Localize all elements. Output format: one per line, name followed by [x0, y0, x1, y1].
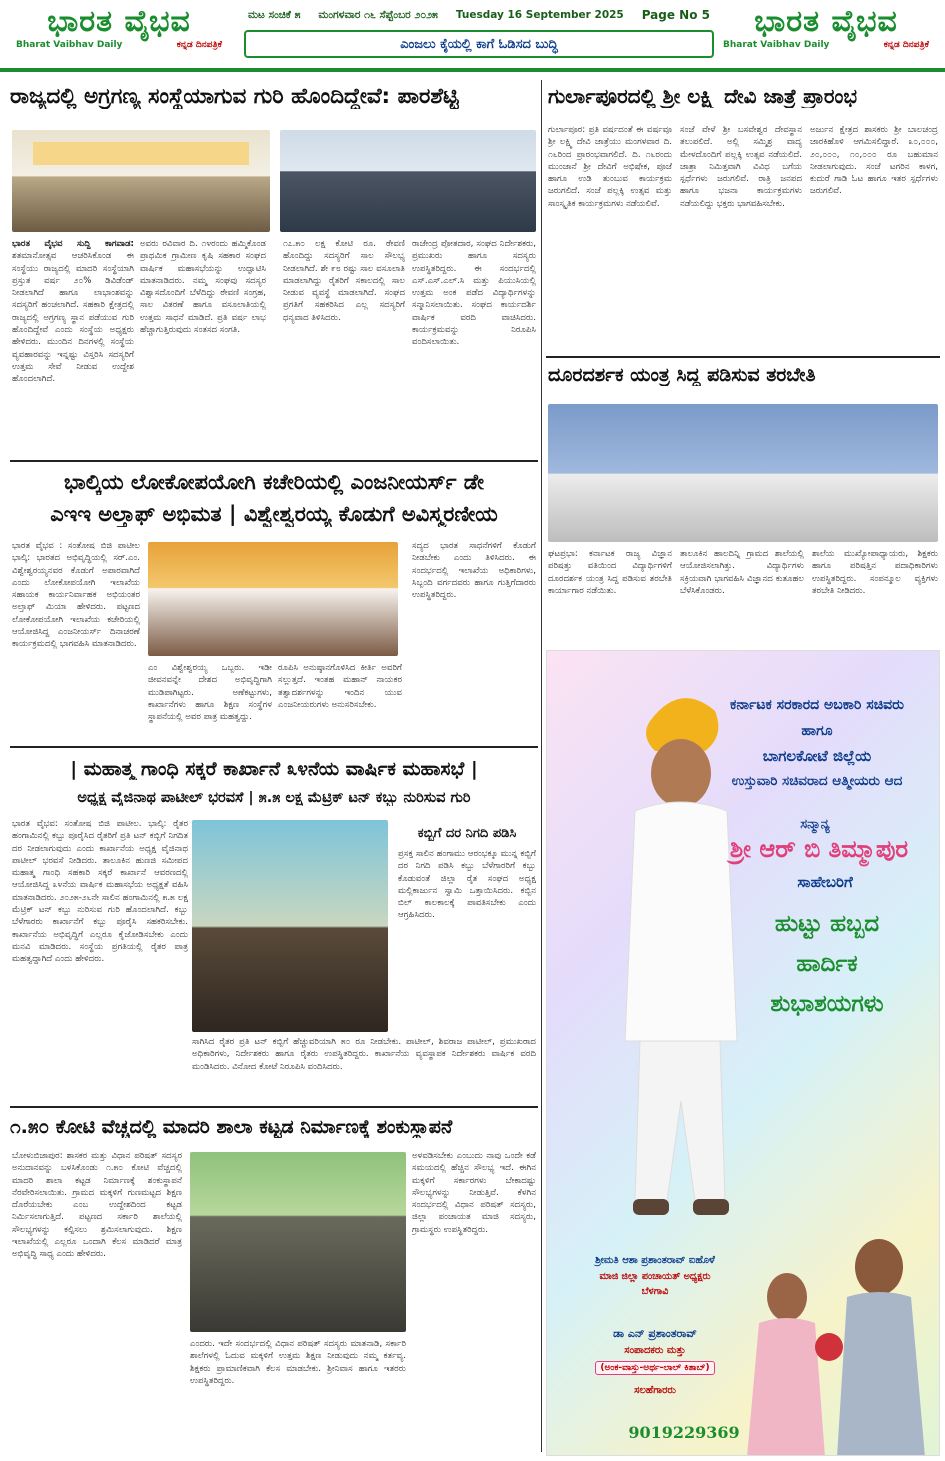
volume-issue: ಮಟ ಸಂಚಿಕೆ ೫ — [248, 8, 301, 21]
ad-wish3: ಶುಭಾಶಯಗಳು — [770, 991, 884, 1017]
dateline-a1: ಭಾರತ ವೈಭವ ಸುದ್ದಿ ಕಾಗವಾಡ: — [12, 239, 134, 249]
article-a1-col3: ೧೭.೫೦ ಲಕ್ಷ ಕೋಟಿ ರೂ. ಠೇವಣಿ ಹೊಂದಿದ್ದು ಸದಸ್ಯರಿಗೆ ಸಾಲ ಸೌಲಭ್ಯ ನೀಡಲಾಗಿದೆ. ಶೇ ೯೮ ರಷ್ಟು ಸಾಲ ವಸೂಲಾತಿ ಮಾಡಲಾಗಿದ್ದು ರೈತರಿಗೆ ಸಕಾಲದಲ್ಲಿ ಸಾಲ ನೀಡುವ ವ್ಯವಸ್ಥೆ ಮಾಡಲಾಗಿದೆ. ಸಂಘದ ಪ್ರಗತಿಗೆ ಸಹಕರಿಸಿದ ಎಲ್ಲ ಸದಸ್ಯರಿಗೆ ಧನ್ಯವಾದ ತಿಳಿಸಿದರು. — [283, 239, 405, 323]
article-a1-text1: ಶತಮಾನೋತ್ಸವ ಆಚರಿಸಿಕೊಂಡ ಈ ಸಂಸ್ಥೆಯು ರಾಜ್ಯದಲ್ಲಿ ಮಾದರಿ ಸಂಸ್ಥೆಯಾಗಿ ಪ್ರಸ್ತುತ ವರ್ಷ ೨೦% ಡಿವಿಡೆಂಡ್ ನೀಡಲಾಗಿದೆ ಹಾಗೂ ಲಾಭಾಂಶವನ್ನು ಸದಸ್ಯರಿಗೆ ಹಂಚಲಾಗಿದೆ. ಸಹಕಾರಿ ಕ್ಷೇತ್ರದಲ್ಲಿ ರಾಜ್ಯದಲ್ಲಿ ಅಗ್ರಗಣ್ಯ ಸ್ಥಾನ ಪಡೆಯುವ ಗುರಿ ಹೊಂದಿದ್ದೇವೆ ಎಂದು ಸಂಸ್ಥೆಯ ಅಧ್ಯಕ್ಷರು ಹೇಳಿದರು. ಮುಂದಿನ ದಿನಗಳಲ್ಲಿ ಸಂಸ್ಥೆಯ ವ್ಯವಹಾರವನ್ನು ಇನ್ನಷ್ಟು ವಿಸ್ತರಿಸಿ ಸದಸ್ಯರಿಗೆ ಉತ್ತಮ ಸೇವೆ ನೀಡುವ ಉದ್ದೇಶ ಹೊಂದಲಾಗಿದೆ. — [12, 251, 134, 385]
article-a1-col4: ರಾಜೇಂದ್ರ ಪೋತದಾರ, ಸಂಘದ ನಿರ್ದೇಶಕರು, ಪ್ರಮುಖರು ಹಾಗೂ ಸದಸ್ಯರು ಉಪಸ್ಥಿತರಿದ್ದರು. ಈ ಸಂದರ್ಭದಲ್ಲಿ ಎಸ್.ಎಸ್.ಎಲ್.ಸಿ ಮತ್ತು ಪಿಯುಸಿಯಲ್ಲಿ ಉತ್ತಮ ಅಂಕ ಪಡೆದ ವಿದ್ಯಾರ್ಥಿಗಳನ್ನು ಸನ್ಮಾನಿಸಲಾಯಿತು. ಸಂಘದ ಕಾರ್ಯದರ್ಶಿ ವಾರ್ಷಿಕ ವರದಿ ವಾಚಿಸಿದರು. ಕಾರ್ಯಕ್ರಮವನ್ನು ನಿರೂಪಿಸಿ ವಂದಿಸಲಾಯಿತು. — [412, 239, 536, 348]
article-a5-col1: ಭಾರತ ವೈಭವ: ಸಂತೋಷ ಬಿಜಿ ಪಾಟೀಲ. ಭಾಲ್ಕಿ: ರೈತರ ಹಂಗಾಮಿನಲ್ಲಿ ಕಬ್ಬು ಪೂರೈಸಿದ ರೈತರಿಗೆ ಪ್ರತಿ ಟನ್ ಕಬ್ಬಿಗೆ ನಿಗದಿತ ದರ ನೀಡಲಾಗುವುದು ಎಂದು ಕಾರ್ಖಾನೆಯ ಅಧ್ಯಕ್ಷ ವೈಜಿನಾಥ ಪಾಟೀಲ್ ಭರವಸೆ ನೀಡಿದರು. ತಾಲೂಕಿನ ಹುಣಜಿ ಸಮೀಪದ ಮಹಾತ್ಮ ಗಾಂಧಿ ಸಹಕಾರಿ ಸಕ್ಕರೆ ಕಾರ್ಖಾನೆ ಆವರಣದಲ್ಲಿ ಆಯೋಜಿಸಿದ್ದ ೩೪ನೆಯ ವಾರ್ಷಿಕ ಮಹಾಸಭೆಯ ಅಧ್ಯಕ್ಷತೆ ವಹಿಸಿ ಮಾತನಾಡಿದರು. ೨೦೨೫-೨೬ನೇ ಸಾಲಿನ ಹಂಗಾಮಿನಲ್ಲಿ ೫.೫ ಲಕ್ಷ ಮೆಟ್ರಿಕ್ ಟನ್ ಕಬ್ಬು ನುರಿಸುವ ಗುರಿ ಹೊಂದಲಾಗಿದೆ. ಕಬ್ಬು ಬೆಳೆಗಾರರು ಕಾರ್ಖಾನೆಗೆ ಕಬ್ಬು ಪೂರೈಸಿ ಸಹಕರಿಸಬೇಕು. ಕಾರ್ಖಾನೆಯ ಅಭಿವೃದ್ಧಿಗೆ ಎಲ್ಲರೂ ಕೈಜೋಡಿಸಬೇಕು ಎಂದು ಮನವಿ ಮಾಡಿದರು. ಸಂಸ್ಥೆಯ ಪ್ರಗತಿಯಲ್ಲಿ ರೈತರ ಪಾತ್ರ ಮಹತ್ವದ್ದಾಗಿದೆ ಎಂದು ಹೇಳಿದರು. — [12, 819, 188, 965]
ad-saheb: ಸಾಹೇಬರಿಗೆ — [797, 873, 853, 891]
logo-sub-en: Bharat Vaibhav Daily — [723, 40, 830, 50]
headline-a2: ಗುರ್ಲಾಪೂರದಲ್ಲಿ ಶ್ರೀ ಲಕ್ಷ್ಮಿ ದೇವಿ ಜಾತ್ರೆ ಪ್ರಾರಂಭ — [548, 84, 858, 108]
article-a5-col2: ಪ್ರಸಕ್ತ ಸಾಲಿನ ಹಂಗಾಮು ಆರಂಭಕ್ಕೂ ಮುನ್ನ ಕಬ್ಬಿಗೆ ದರ ನಿಗದಿ ಪಡಿಸಿ ಕಬ್ಬು ಬೆಳೆಗಾರರಿಗೆ ಕಬ್ಬು ಕೊಡುವಂತೆ ಜಿಲ್ಲಾ ರೈತ ಸಂಘದ ಅಧ್ಯಕ್ಷ ಮಲ್ಲಿಕಾರ್ಜುನ ಸ್ವಾಮಿ ಒತ್ತಾಯಿಸಿದರು. ಕಬ್ಬಿನ ಬಿಲ್ ಕಾಲಕಾಲಕ್ಕೆ ಪಾವತಿಸಬೇಕು ಎಂದು ಆಗ್ರಹಿಸಿದರು. — [398, 849, 536, 921]
article-a2-col3: ಅರ್ಜುನ ಕ್ಷೇತ್ರದ ಶಾಸಕರು ಶ್ರೀ ಬಾಲಚಂದ್ರ ಜಾರಕಿಹೊಳಿ ಆಗಮಿಸಲಿದ್ದಾರೆ. ೩೦,೦೦೦, ೨೦,೦೦೦, ೧೦,೦೦೦ ರೂ ಬಹುಮಾನ ನೀಡಲಾಗುವುದು. ಸಂಜೆ ಟಗರಿನ ಕಾಳಗ, ಕುದುರೆ ಗಾಡಿ ಓಟ ಹಾಗೂ ಇತರ ಸ್ಪರ್ಧೆಗಳು ಜರುಗಲಿವೆ. — [810, 125, 938, 197]
headline-a5-1: | ಮಹಾತ್ಮ ಗಾಂಧಿ ಸಕ್ಕರೆ ಕಾರ್ಖಾನೆ ೩೪ನೆಯ ವಾರ್ಷಿಕ ಮಹಾಸಭೆ | — [70, 758, 478, 780]
ad-honorific: ಸನ್ಮಾನ್ಯ — [800, 817, 830, 832]
divider — [10, 1106, 538, 1108]
article-a4-col3: ರೂಪಿಸಿ ಅನುಷ್ಠಾನಗೊಳಿಸಿದ ಕೀರ್ತಿ ಅವರಿಗೆ ಸಲ್ಲುತ್ತದೆ. ಇಂತಹ ಮಹಾನ್ ನಾಯಕರ ತತ್ವಾದರ್ಶಗಳನ್ನು ಇಂದಿನ ಯುವ ಎಂಜನೀಯರುಗಳು ಅನುಸರಿಸಬೇಕು. — [278, 663, 402, 710]
article-a1-col1 — [12, 238, 134, 450]
article-a1-col2: ಅವರು ರವಿವಾರ ದಿ. ೧೪ರಂದು ಹಮ್ಮಿಕೊಂಡ ಪ್ರಾಥಮಿಕ ಗ್ರಾಮೀಣ ಕೃಷಿ ಸಹಕಾರ ಸಂಘದ ವಾರ್ಷಿಕ ಮಹಾಸಭೆಯನ್ನು ಉದ್ಘಾಟಿಸಿ ಮಾತನಾಡಿದರು. ನಮ್ಮ ಸಂಘವು ಸದಸ್ಯರ ವಿಶ್ವಾಸದೊಂದಿಗೆ ಬೆಳೆದಿದ್ದು ಠೇವಣಿ ಸಂಗ್ರಹ, ಸಾಲ ವಿತರಣೆ ಹಾಗೂ ವಸೂಲಾತಿಯಲ್ಲಿ ಉತ್ತಮ ಸಾಧನೆ ಮಾಡಿದೆ. ಪ್ರತಿ ವರ್ಷ ಲಾಭ ಹೆಚ್ಚಾಗುತ್ತಿರುವುದು ಸಂತಸದ ಸಂಗತಿ. — [140, 239, 266, 336]
ad-from1-role: ಮಾಜಿ ಜಿಲ್ಲಾ ಪಂಚಾಯತ್ ಅಧ್ಯಕ್ಷರು — [599, 1271, 711, 1282]
column-separator — [541, 80, 542, 1452]
photo-a4 — [148, 542, 398, 656]
article-a3-col1: ಘಟಪ್ರಭಾ: ಕರ್ನಾಟಕ ರಾಜ್ಯ ವಿಜ್ಞಾನ ಪರಿಷತ್ತು ವತಿಯಿಂದ ವಿದ್ಯಾರ್ಥಿಗಳಿಗೆ ದೂರದರ್ಶಕ ಯಂತ್ರ ಸಿದ್ದ ಪಡಿಸುವ ತರಬೇತಿ ಕಾರ್ಯಾಗಾರ ನಡೆಯಿತು. — [548, 549, 672, 596]
logo-left — [8, 4, 230, 62]
ad-from2: ಡಾ ಎನ್ ಪ್ರಶಾಂತರಾವ್ — [613, 1327, 697, 1340]
dateline — [244, 6, 714, 24]
ad-phone: 9019229369 — [628, 1423, 740, 1442]
center-header — [244, 6, 714, 58]
logo-sub-kn: ಕನ್ನಡ ದಿನಪತ್ರಿಕೆ — [176, 40, 222, 50]
photo-a3 — [548, 404, 938, 542]
headline-a6: ೧.೫೦ ಕೋಟಿ ವೆಚ್ಚದಲ್ಲಿ ಮಾದರಿ ಶಾಲಾ ಕಟ್ಟಡ ನಿರ್ಮಾಣಕ್ಕೆ ಶಂಕುಸ್ಥಾಪನೆ — [10, 1116, 453, 1138]
ad-from2-box: (ಅಂಕ-ವಾಸ್ತು-ಅರ್ಥ-ಲಾಲ್ ಕಿತಾಬ್) — [595, 1361, 714, 1375]
logo-right — [715, 4, 937, 62]
ad-from1: ಶ್ರೀಮತಿ ಆಶಾ ಪ್ರಶಾಂತರಾವ್ ಐಹೊಳೆ — [595, 1255, 715, 1266]
birthday-advertisement — [546, 650, 940, 1456]
article-a6-col1: ಬೋಳುಬಿಜಾಪುರ: ಶಾಸಕರ ಮತ್ತು ವಿಧಾನ ಪರಿಷತ್ ಸದಸ್ಯರ ಅನುದಾನವನ್ನು ಬಳಸಿಕೊಂಡು ೧.೫೦ ಕೋಟಿ ವೆಚ್ಚದಲ್ಲಿ ಮಾದರಿ ಶಾಲಾ ಕಟ್ಟಡ ನಿರ್ಮಾಣಕ್ಕೆ ಶಂಕುಸ್ಥಾಪನೆ ನೆರವೇರಿಸಲಾಯಿತು. ಗ್ರಾಮದ ಮಕ್ಕಳಿಗೆ ಗುಣಮಟ್ಟದ ಶಿಕ್ಷಣ ದೊರೆಯಬೇಕು ಎಂಬ ಉದ್ದೇಶದಿಂದ ಕಟ್ಟಡ ನಿರ್ಮಿಸಲಾಗುತ್ತಿದೆ. ಪಟ್ಟಣದ ಸರ್ಕಾರಿ ಶಾಲೆಯಲ್ಲಿ ಸೌಲಭ್ಯಗಳನ್ನು ಕಲ್ಪಿಸಲು ಶ್ರಮಿಸಲಾಗುವುದು. ಶಿಕ್ಷಣ ಇಲಾಖೆಯಲ್ಲಿ ಎಲ್ಲರೂ ಒಂದಾಗಿ ಕೆಲಸ ಮಾಡಿದರೆ ಮಾತ್ರ ಅಭಿವೃದ್ಧಿ ಸಾಧ್ಯ ಎಂದು ಹೇಳಿದರು. — [12, 1151, 182, 1260]
ad-from1-place: ಬೆಳಗಾವಿ — [641, 1286, 669, 1297]
article-a6-col2: ಎಂದರು. ಇದೇ ಸಂದರ್ಭದಲ್ಲಿ ವಿಧಾನ ಪರಿಷತ್ ಸದಸ್ಯರು ಮಾತನಾಡಿ, ಸರ್ಕಾರಿ ಶಾಲೆಗಳಲ್ಲಿ ಓದುವ ಮಕ್ಕಳಿಗೆ ಉತ್ತಮ ಶಿಕ್ಷಣ ನೀಡುವುದು ನಮ್ಮ ಕರ್ತವ್ಯ. ಶಿಕ್ಷಕರು ಪ್ರಾಮಾಣಿಕವಾಗಿ ಕೆಲಸ ಮಾಡಬೇಕು. ಶ್ರೀನಿವಾಸ ಹಾಗೂ ಇತರರು ಉಪಸ್ಥಿತರಿದ್ದರು. — [190, 1339, 406, 1386]
article-a3-col2: ತಾಲೂಕಿನ ಹಾಲದಿನ್ನಿ ಗ್ರಾಮದ ಶಾಲೆಯಲ್ಲಿ ಆಯೋಜಿಸಲಾಗಿತ್ತು. ವಿದ್ಯಾರ್ಥಿಗಳು ಸಕ್ರಿಯವಾಗಿ ಭಾಗವಹಿಸಿ ವಿಜ್ಞಾನದ ಕುತೂಹಲ ಬೆಳೆಸಿಕೊಂಡರು. — [680, 549, 804, 596]
headline-a5-2: ಅಧ್ಯಕ್ಷ ವೈಜಿನಾಥ ಪಾಟೀಲ್ ಭರವಸೆ | ೫.೫ ಲಕ್ಷ ಮೆಟ್ರಿಕ್ ಟನ್ ಕಬ್ಬು ನುರಿಸುವ ಗುರಿ — [77, 790, 471, 806]
article-a6-col3: ಅಳವಡಿಸಬೇಕು ಎಂಬುದು ನಾವು ಒಂದೇ ಕಡೆ ಸಮಯದಲ್ಲಿ ಹೆಚ್ಚಿನ ಸೌಲಭ್ಯ ಇದೆ. ಈಗಿನ ಮಕ್ಕಳಿಗೆ ಸರ್ಕಾರಗಳು ಬೇಕಾದಷ್ಟು ಸೌಲಭ್ಯಗಳನ್ನು ನೀಡುತ್ತಿವೆ. ಕೆಳಗಿನ ಸಂದರ್ಭದಲ್ಲಿ ವಿಧಾನ ಪರಿಷತ್ ಸದಸ್ಯರು, ಜಿಲ್ಲಾ ಪಂಚಾಯತ ಮಾಜಿ ಸದಸ್ಯರು, ಗ್ರಾಮಸ್ಥರು ಉಪಸ್ಥಿತರಿದ್ದರು. — [412, 1151, 536, 1235]
ad-line4: ಉಸ್ತುವಾರಿ ಸಚಿವರಾದ ಆತ್ಮೀಯರು ಆದ — [731, 773, 903, 789]
article-a4-col2: ಎಂ ವಿಶ್ವೇಶ್ವರಯ್ಯ ಒಬ್ಬರು. ಇಡೀ ಜೀವನವನ್ನೇ ದೇಶದ ಅಭಿವೃದ್ಧಿಗಾಗಿ ಮುಡಿಪಾಗಿಟ್ಟರು. ಅಣೆಕಟ್ಟುಗಳು, ಕಾರ್ಖಾನೆಗಳು ಹಾಗೂ ಶಿಕ್ಷಣ ಸಂಸ್ಥೆಗಳ ಸ್ಥಾಪನೆಯಲ್ಲಿ ಅವರ ಪಾತ್ರ ಮಹತ್ವದ್ದು. — [148, 663, 272, 723]
date-english: Tuesday 16 September 2025 — [455, 9, 624, 21]
headline-a4-1: ಭಾಲ್ಕಿಯ ಲೋಕೋಪಯೋಗಿ ಕಚೇರಿಯಲ್ಲಿ ಎಂಜನೀಯರ್ಸ್ ಡೇ — [63, 470, 485, 494]
headline-a4-2: ಎಇಇ ಅಲ್ತಾಫ್ ಅಭಿಮತ | ವಿಶ್ವೇಶ್ವರಯ್ಯ ಕೊಡುಗೆ ಅವಿಸ್ಮರಣೀಯ — [50, 502, 498, 526]
photo-a1-speaker — [280, 130, 536, 232]
ad-wish2: ಹಾರ್ದಿಕ — [796, 951, 858, 977]
photo-a1-stage — [12, 130, 270, 232]
article-a3-col3: ಶಾಲೆಯ ಮುಖ್ಯೋಪಾಧ್ಯಾಯರು, ಶಿಕ್ಷಕರು ಹಾಗೂ ಪರಿಷತ್ತಿನ ಪದಾಧಿಕಾರಿಗಳು ಉಪಸ್ಥಿತರಿದ್ದರು. ಸಂಪನ್ಮೂಲ ವ್ಯಕ್ತಿಗಳು ತರಬೇತಿ ನೀಡಿದರು. — [812, 549, 938, 596]
page-number: Page No 5 — [641, 8, 710, 22]
photo-a6 — [190, 1152, 406, 1332]
masthead-rule — [0, 68, 945, 72]
logo-text: ಭಾರತ ವೈಭವ — [754, 4, 898, 39]
ad-from2-title: ಸಲಹೆಗಾರರು — [634, 1385, 676, 1396]
ad-name: ಶ್ರೀ ಆರ್ ಬಿ ತಿಮ್ಮಾಪುರ — [729, 835, 909, 863]
divider — [10, 460, 538, 462]
divider — [10, 746, 538, 748]
couple-portrait — [729, 1227, 940, 1456]
ad-line2: ಹಾಗೂ — [801, 723, 833, 739]
tagline: ಎಂಜಲು ಕೈಯಲ್ಲಿ ಕಾಗೆ ಓಡಿಸದ ಬುದ್ಧಿ — [244, 30, 714, 58]
ad-from2-role: ಸಂಪಾದಕರು ಮತ್ತು — [624, 1345, 686, 1356]
headline-a3: ದೂರದರ್ಶಕ ಯಂತ್ರ ಸಿದ್ದ ಪಡಿಸುವ ತರಬೇತಿ — [548, 364, 816, 386]
masthead — [8, 4, 937, 64]
logo-sub-kn: ಕನ್ನಡ ದಿನಪತ್ರಿಕೆ — [883, 40, 929, 50]
logo-text: ಭಾರತ ವೈಭವ — [47, 4, 191, 39]
divider — [546, 356, 940, 358]
logo-sub-en: Bharat Vaibhav Daily — [16, 40, 123, 50]
headline-a1: ರಾಜ್ಯದಲ್ಲಿ ಅಗ್ರಗಣ್ಯ ಸಂಸ್ಥೆಯಾಗುವ ಗುರಿ ಹೊಂದಿದ್ದೇವೆ: ಪಾರಶೆಟ್ಟಿ — [10, 84, 459, 109]
article-a4-col1: ಭಾರತ ವೈಭವ : ಸಂತೋಷ ಬಿಜಿ ಪಾಟೀಲ ಭಾಲ್ಕಿ: ಭಾರತದ ಅಭಿವೃದ್ಧಿಯಲ್ಲಿ ಸರ್.ಎಂ. ವಿಶ್ವೇಶ್ವರಯ್ಯನವರ ಕೊಡುಗೆ ಅಪಾರವಾಗಿದೆ ಎಂದು ಲೋಕೋಪಯೋಗಿ ಇಲಾಖೆಯ ಸಹಾಯಕ ಕಾರ್ಯನಿರ್ವಾಹಕ ಅಭಿಯಂತರ ಅಲ್ತಾಫ್ ಮಿಯಾ ಹೇಳಿದರು. ಪಟ್ಟಣದ ಲೋಕೋಪಯೋಗಿ ಇಲಾಖೆಯ ಕಚೇರಿಯಲ್ಲಿ ಆಯೋಜಿಸಿದ್ದ ಎಂಜನೀಯರ್ಸ್ ದಿನಾಚರಣೆ ಕಾರ್ಯಕ್ರಮದಲ್ಲಿ ಭಾಗವಹಿಸಿ ಮಾತನಾಡಿದರು. — [12, 541, 140, 650]
ad-line3: ಬಾಗಲಕೋಟೆ ಜಿಲ್ಲೆಯ — [762, 747, 872, 765]
photo-a5 — [192, 820, 388, 1032]
article-a5-col3: ಸಾಗಿಸಿದ ರೈತರ ಪ್ರತಿ ಟನ್ ಕಬ್ಬಿಗೆ ಹೆಚ್ಚುವರಿಯಾಗಿ ೫೦ ರೂ ನೀಡಬೇಕು. ಪಾಟೀಲ್, ಶಿವರಾಜ ಪಾಟೀಲ್, ಪ್ರಮುಖರಾದ ಅಧಿಕಾರಿಗಳು, ನಿರ್ದೇಶಕರು ಹಾಗೂ ರೈತರು ಉಪಸ್ಥಿತರಿದ್ದರು. ಕಾರ್ಖಾನೆಯ ವ್ಯವಸ್ಥಾಪಕ ನಿರ್ದೇಶಕರು ವಾರ್ಷಿಕ ವರದಿ ಮಂಡಿಸಿದರು. ವಿನೋದ ಕೋಟೆ ನಿರೂಪಿಸಿ ವಂದಿಸಿದರು. — [192, 1037, 536, 1072]
ad-line1: ಕರ್ನಾಟಕ ಸರಕಾರದ ಅಬಕಾರಿ ಸಚಿವರು — [730, 697, 904, 713]
article-a4-col4: ಸದ್ಯದ ಭಾರತ ಸಾಧನೆಗಳಿಗೆ ಕೊಡುಗೆ ನೀಡಬೇಕು ಎಂದು ತಿಳಿಸಿದರು. ಈ ಸಂದರ್ಭದಲ್ಲಿ ಇಲಾಖೆಯ ಅಧಿಕಾರಿಗಳು, ಸಿಬ್ಬಂದಿ ವರ್ಗದವರು ಹಾಗೂ ಗುತ್ತಿಗೆದಾರರು ಉಪಸ್ಥಿತರಿದ್ದರು. — [412, 541, 536, 601]
date-kannada: ಮಂಗಳವಾರ ೧೬ ಸೆಪ್ಟೆಂಬರ ೨೦೨೫ — [318, 8, 438, 21]
article-a2-col2: ಸಂಜೆ ವೇಳೆ ಶ್ರೀ ಬಸವೇಶ್ವರ ದೇವಸ್ಥಾನ ತಲುಪಲಿದೆ. ಅಲ್ಲಿ ಸಮ್ಮಿಶ್ರ ವಾದ್ಯ ಮೇಳದೊಂದಿಗೆ ಪಲ್ಲಕ್ಕಿ ಉತ್ಸವ ನಡೆಯಲಿದೆ. ಜಾತ್ರಾ ನಿಮಿತ್ತವಾಗಿ ವಿವಿಧ ಬಗೆಯ ಸ್ಪರ್ಧೆಗಳು ಜರುಗಲಿವೆ. ರಾತ್ರಿ ಜನಪದ ಹಾಗೂ ಭಜನಾ ಕಾರ್ಯಕ್ರಮಗಳು ನಡೆಯಲಿದ್ದು ಭಕ್ತರು ಭಾಗವಹಿಸಬೇಕು. — [680, 125, 802, 209]
article-a2-col1: ಗುರ್ಲಾಪೂರ: ಪ್ರತಿ ವರ್ಷದಂತೆ ಈ ವರ್ಷವೂ ಶ್ರೀ ಲಕ್ಷ್ಮಿ ದೇವಿ ಜಾತ್ರೆಯು ಮಂಗಳವಾರ ದಿ. ೧೬ರಿಂದ ಪ್ರಾರಂಭವಾಗಲಿದೆ. ದಿ. ೧೬ರಂದು ಮುಂಜಾನೆ ಶ್ರೀ ದೇವಿಗೆ ಅಭಿಷೇಕ, ಪೂಜೆ ಹಾಗೂ ಉಡಿ ತುಂಬುವ ಕಾರ್ಯಕ್ರಮ ಜರುಗಲಿದೆ. ಸಂಜೆ ಪಲ್ಲಕ್ಕಿ ಉತ್ಸವ ಮತ್ತು ಸಾಂಸ್ಕೃತಿಕ ಕಾರ್ಯಕ್ರಮಗಳು ನಡೆಯಲಿವೆ. — [548, 125, 672, 209]
subhead-a5: ಕಬ್ಬಿಗೆ ದರ ನಿಗದಿ ಪಡಿಸಿ — [417, 826, 517, 841]
ad-wish1: ಹುಟ್ಟು ಹಬ್ಬದ — [774, 911, 880, 937]
